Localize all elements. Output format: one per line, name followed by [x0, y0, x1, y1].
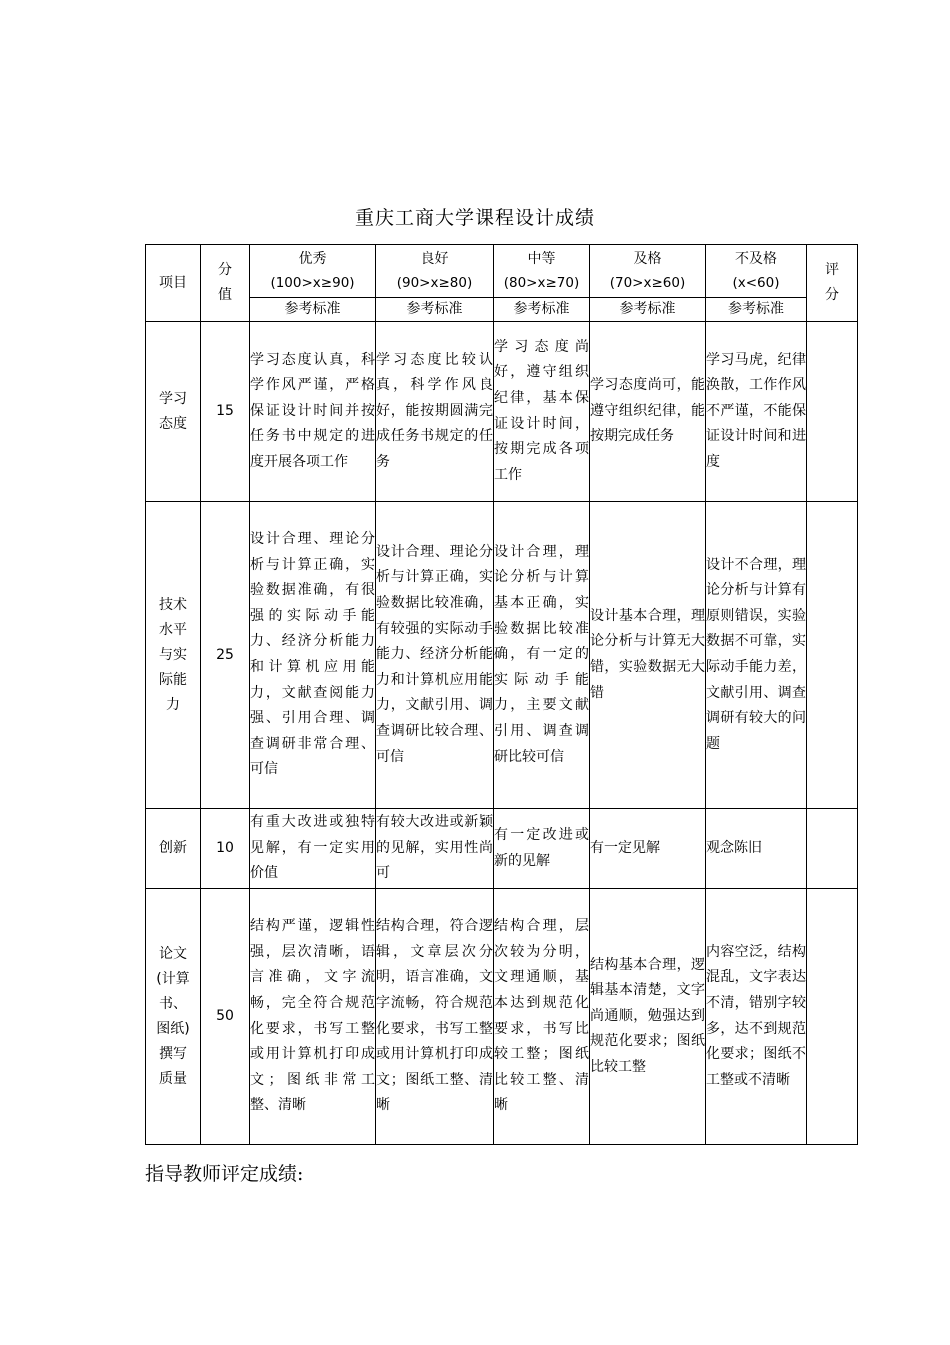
criteria-cell: 有一定见解: [590, 809, 706, 889]
criteria-cell: 有较大改进或新颖的见解，实用性尚可: [376, 809, 494, 889]
reference-label: 参考标准: [590, 298, 706, 322]
criteria-cell: 学习马虎，纪律涣散，工作作风不严谨，不能保证设计时间和进度: [706, 322, 807, 502]
criteria-cell: 结构合理，符合逻辑，文章层次分明，语言准确，文字流畅，符合规范化要求，书写工整或用计算机打印成文；图纸工整、清晰: [376, 889, 494, 1145]
criteria-cell: 设计合理、理论分析与计算正确，实验数据比较准确，有较强的实际动手能力、经济分析能力和计算机应用能力，文献引用、调查调研比较合理、可信: [376, 502, 494, 809]
reference-row: [146, 298, 858, 322]
criteria-cell: 设计基本合理，理论分析与计算无大错，实验数据无大错: [590, 502, 706, 809]
criteria-cell: 设计合理，理论分析与计算基本正确，实验数据比较准确，有一定的实际动手能力，主要文献引用、调查调研比较可信: [494, 502, 590, 809]
criteria-cell: 学习态度尚可，能遵守组织纪律，能按期完成任务: [590, 322, 706, 502]
header-weight: 分 值: [201, 245, 250, 322]
reference-label: 参考标准: [494, 298, 590, 322]
grade-table: [145, 244, 858, 1145]
row-item: 技术 水平 与实 际能 力: [146, 502, 201, 809]
criteria-cell: 学习态度认真，科学作风严谨，严格保证设计时间并按任务书中规定的进度开展各项工作: [250, 322, 376, 502]
reference-label: 参考标准: [376, 298, 494, 322]
row-item: 学习 态度: [146, 322, 201, 502]
table-row: [146, 502, 858, 809]
criteria-cell: 结构严谨，逻辑性强，层次清晰，语言准确，文字流畅，完全符合规范化要求，书写工整或用计算机打印成文；图纸非常工整、清晰: [250, 889, 376, 1145]
teacher-grade-label: 指导教师评定成绩:: [145, 1163, 304, 1185]
reference-label: 参考标准: [250, 298, 376, 322]
score-cell[interactable]: [807, 322, 858, 502]
criteria-cell: 设计合理、理论分析与计算正确，实验数据准确，有很强的实际动手能力、经济分析能力和计算机应用能力，文献查阅能力强、引用合理、调查调研非常合理、可信: [250, 502, 376, 809]
reference-label: 参考标准: [706, 298, 807, 322]
criteria-cell: 观念陈旧: [706, 809, 807, 889]
page-title: 重庆工商大学课程设计成绩: [354, 207, 595, 229]
table-row: [146, 809, 858, 889]
criteria-cell: 结构合理，层次较为分明，文理通顺，基本达到规范化要求，书写比较工整；图纸比较工整、清晰: [494, 889, 590, 1145]
criteria-cell: 内容空泛，结构混乱，文字表达不清，错别字较多，达不到规范化要求；图纸不工整或不清晰: [706, 889, 807, 1145]
score-cell[interactable]: [807, 809, 858, 889]
row-weight: 10: [201, 809, 250, 889]
table-row: [146, 322, 858, 502]
score-cell[interactable]: [807, 889, 858, 1145]
header-level-pass: 及格 (70>x≥60): [590, 245, 706, 298]
row-item: 创新: [146, 809, 201, 889]
header-item: 项目: [146, 245, 201, 322]
row-item: 论文 (计算 书、 图纸) 撰写 质量: [146, 889, 201, 1145]
criteria-cell: 学习态度比较认真，科学作风良好，能按期圆满完成任务书规定的任务: [376, 322, 494, 502]
header-row: [146, 245, 858, 298]
table-row: [146, 889, 858, 1145]
criteria-cell: 有一定改进或新的见解: [494, 809, 590, 889]
row-weight: 50: [201, 889, 250, 1145]
header-level-medium: 中等 (80>x≥70): [494, 245, 590, 298]
header-score: 评 分: [807, 245, 858, 322]
criteria-cell: 有重大改进或独特见解，有一定实用价值: [250, 809, 376, 889]
score-cell[interactable]: [807, 502, 858, 809]
criteria-cell: 结构基本合理，逻辑基本清楚，文字尚通顺，勉强达到规范化要求；图纸比较工整: [590, 889, 706, 1145]
row-weight: 15: [201, 322, 250, 502]
criteria-cell: 设计不合理，理论分析与计算有原则错误，实验数据不可靠，实际动手能力差，文献引用、调查调研有较大的问题: [706, 502, 807, 809]
header-level-excellent: 优秀 (100>x≥90): [250, 245, 376, 298]
criteria-cell: 学习态度尚好，遵守组织纪律，基本保证设计时间，按期完成各项工作: [494, 322, 590, 502]
header-level-good: 良好 (90>x≥80): [376, 245, 494, 298]
header-level-fail: 不及格 (x<60): [706, 245, 807, 298]
row-weight: 25: [201, 502, 250, 809]
